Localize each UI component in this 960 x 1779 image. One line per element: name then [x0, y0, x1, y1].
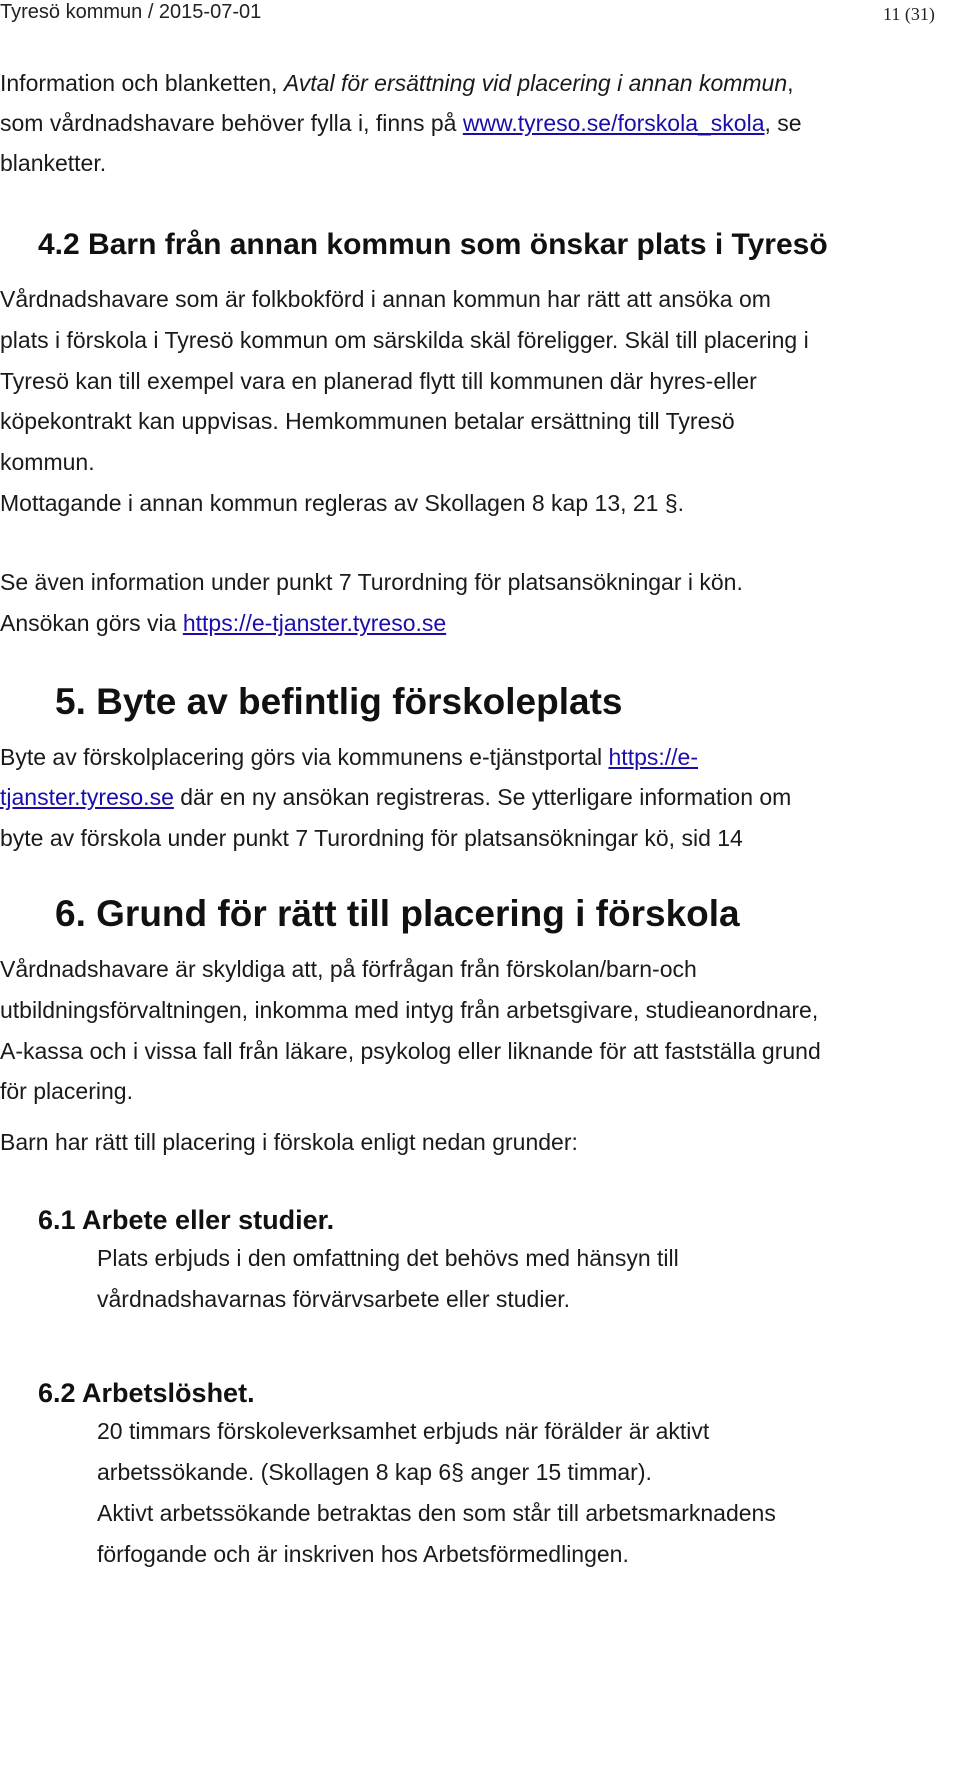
intro-line-2: [0, 108, 802, 138]
heading-6-2: 6.2 Arbetslöshet.: [38, 1378, 255, 1408]
s61-line-2: vårdnadshavarnas förvärvsarbete eller studier.: [97, 1286, 571, 1312]
s6-line-1: Vårdnadshavare är skyldiga att, på förfrågan från förskolan/barn-och: [0, 956, 697, 982]
intro-line-3: blanketter.: [0, 150, 107, 176]
s6-line-2: utbildningsförvaltningen, inkomma med intyg från arbetsgivare, studieanordnare,: [0, 997, 819, 1023]
heading-6: 6. Grund för rätt till placering i förskola: [55, 893, 740, 934]
intro-text: Information och blanketten,: [0, 70, 284, 96]
s42-ansokan-text: Ansökan görs via: [0, 610, 183, 636]
s42-ansokan: [0, 608, 446, 638]
intro-text: som vårdnadshavare behöver fylla i, finns på: [0, 110, 463, 136]
s42-line-1: Vårdnadshavare som är folkbokförd i annan kommun har rätt att ansöka om: [0, 286, 771, 312]
s5-line-2: [0, 782, 791, 812]
header-org-date: Tyresö kommun / 2015-07-01: [0, 1, 262, 23]
s5-line-1: [0, 742, 698, 772]
e-tjanster-link-part-1[interactable]: https://e-: [608, 744, 698, 770]
heading-5: 5. Byte av befintlig förskoleplats: [55, 681, 623, 722]
s5-text: Byte av förskolplacering görs via kommunens e-tjänstportal: [0, 744, 609, 770]
heading-6-1: 6.1 Arbete eller studier.: [38, 1205, 335, 1235]
s6-line-4: för placering.: [0, 1078, 133, 1104]
s61-line-1: Plats erbjuds i den omfattning det behövs med hänsyn till: [97, 1245, 679, 1271]
s42-line-2: plats i förskola i Tyresö kommun om särskilda skäl föreligger. Skäl till placering i: [0, 327, 809, 353]
s5-line-3: byte av förskola under punkt 7 Turordning för platsansökningar kö, sid 14: [0, 825, 743, 851]
s42-line-3: Tyresö kan till exempel vara en planerad flytt till kommunen där hyres-eller: [0, 368, 757, 394]
s62-line-4: förfogande och är inskriven hos Arbetsförmedlingen.: [97, 1541, 629, 1567]
e-tjanster-link-part-2[interactable]: tjanster.tyreso.se: [0, 784, 174, 810]
s5-text: där en ny ansökan registreras. Se ytterligare information om: [173, 784, 792, 810]
s62-line-3: Aktivt arbetssökande betraktas den som står till arbetsmarknadens: [97, 1500, 776, 1526]
form-title: Avtal för ersättning vid placering i annan kommun: [283, 70, 788, 96]
page-number: 11 (31): [883, 4, 935, 24]
s42-line-4: köpekontrakt kan uppvisas. Hemkommunen betalar ersättning till Tyresö: [0, 408, 735, 434]
s42-turordning-ref: Se även information under punkt 7 Turordning för platsansökningar i kön.: [0, 569, 743, 595]
intro-text: ,: [787, 70, 794, 96]
heading-4-2: 4.2 Barn från annan kommun som önskar plats i Tyresö: [38, 228, 828, 261]
s6-line-3: A-kassa och i vissa fall från läkare, psykolog eller liknande för att fastställa grund: [0, 1038, 821, 1064]
e-tjanster-link[interactable]: https://e-tjanster.tyreso.se: [182, 610, 447, 636]
s62-line-1: 20 timmars förskoleverksamhet erbjuds när förälder är aktivt: [97, 1418, 710, 1444]
s62-line-2: arbetssökande. (Skollagen 8 kap 6§ anger 15 timmar).: [97, 1459, 652, 1485]
intro-line-1: [0, 68, 794, 98]
intro-text: , se: [764, 110, 802, 136]
s6-grunder: Barn har rätt till placering i förskola enligt nedan grunder:: [0, 1129, 578, 1155]
s42-line-5: kommun.: [0, 449, 95, 475]
s42-skollagen: Mottagande i annan kommun regleras av Skollagen 8 kap 13, 21 §.: [0, 490, 685, 516]
forskola-skola-link[interactable]: www.tyreso.se/forskola_skola: [462, 110, 765, 136]
